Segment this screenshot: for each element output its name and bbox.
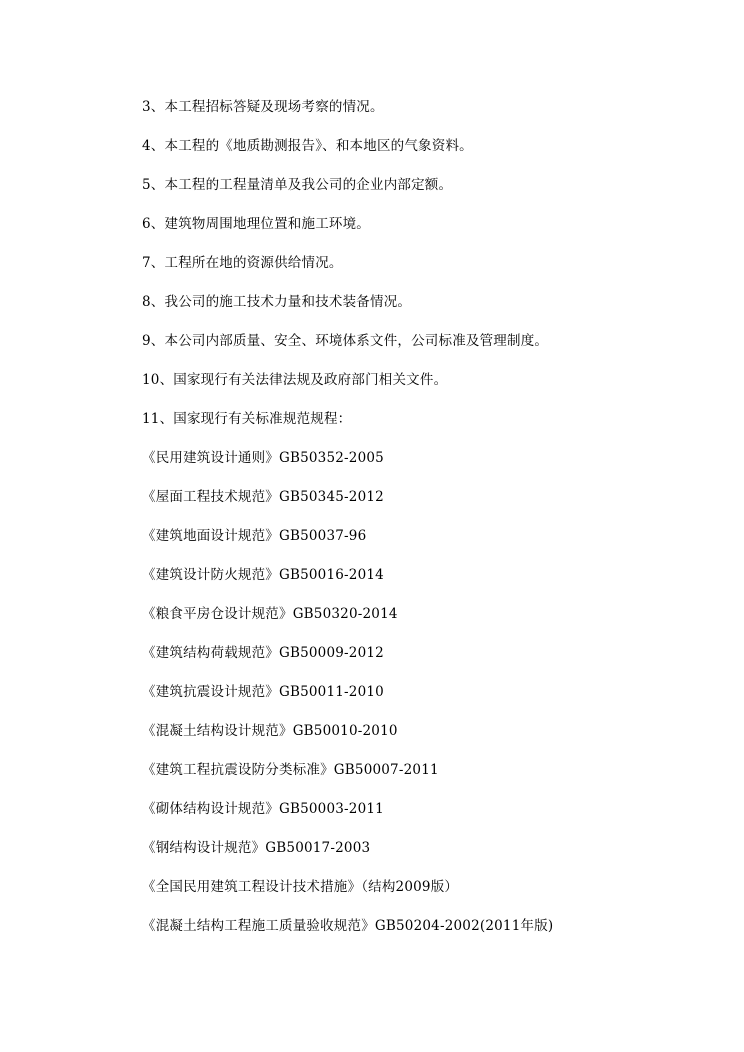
text-line: 6、建筑物周围地理位置和施工环境。 [142,216,370,232]
standard-item: 《建筑抗震设计规范》GB50011-2010 [142,684,384,700]
standard-item: 《屋面工程技术规范》GB50345-2012 [142,489,384,505]
standard-item: 《建筑设计防火规范》GB50016-2014 [142,567,384,583]
standard-item: 《民用建筑设计通则》GB50352-2005 [142,450,384,466]
text-line: 9、本公司内部质量、安全、环境体系文件，公司标准及管理制度。 [142,333,549,349]
text-line: 10、国家现行有关法律法规及政府部门相关文件。 [142,372,448,388]
text-line: 7、工程所在地的资源供给情况。 [142,255,343,271]
standard-item: 《建筑结构荷载规范》GB50009-2012 [142,645,384,661]
standard-item: 《混凝土结构工程施工质量验收规范》GB50204-2002(2011年版) [142,918,554,934]
standard-item: 《建筑工程抗震设防分类标准》GB50007-2011 [142,762,439,778]
text-line: 3、本工程招标答疑及现场考察的情况。 [142,99,384,115]
text-line: 4、本工程的《地质勘测报告》、和本地区的气象资料。 [142,138,473,154]
standard-item: 《砌体结构设计规范》GB50003-2011 [142,801,384,817]
standard-item: 《混凝土结构设计规范》GB50010-2010 [142,723,398,739]
standard-item: 《建筑地面设计规范》GB50037-96 [142,528,367,544]
document-body [142,96,702,954]
standard-item: 《全国民用建筑工程设计技术措施》（结构2009版） [142,879,459,895]
text-line: 5、本工程的工程量清单及我公司的企业内部定额。 [142,177,453,193]
standard-item: 《粮食平房仓设计规范》GB50320-2014 [142,606,398,622]
text-line: 8、我公司的施工技术力量和技术装备情况。 [142,294,412,310]
standard-item: 《钢结构设计规范》GB50017-2003 [142,840,371,856]
text-line: 11、国家现行有关标准规范规程： [142,411,352,427]
